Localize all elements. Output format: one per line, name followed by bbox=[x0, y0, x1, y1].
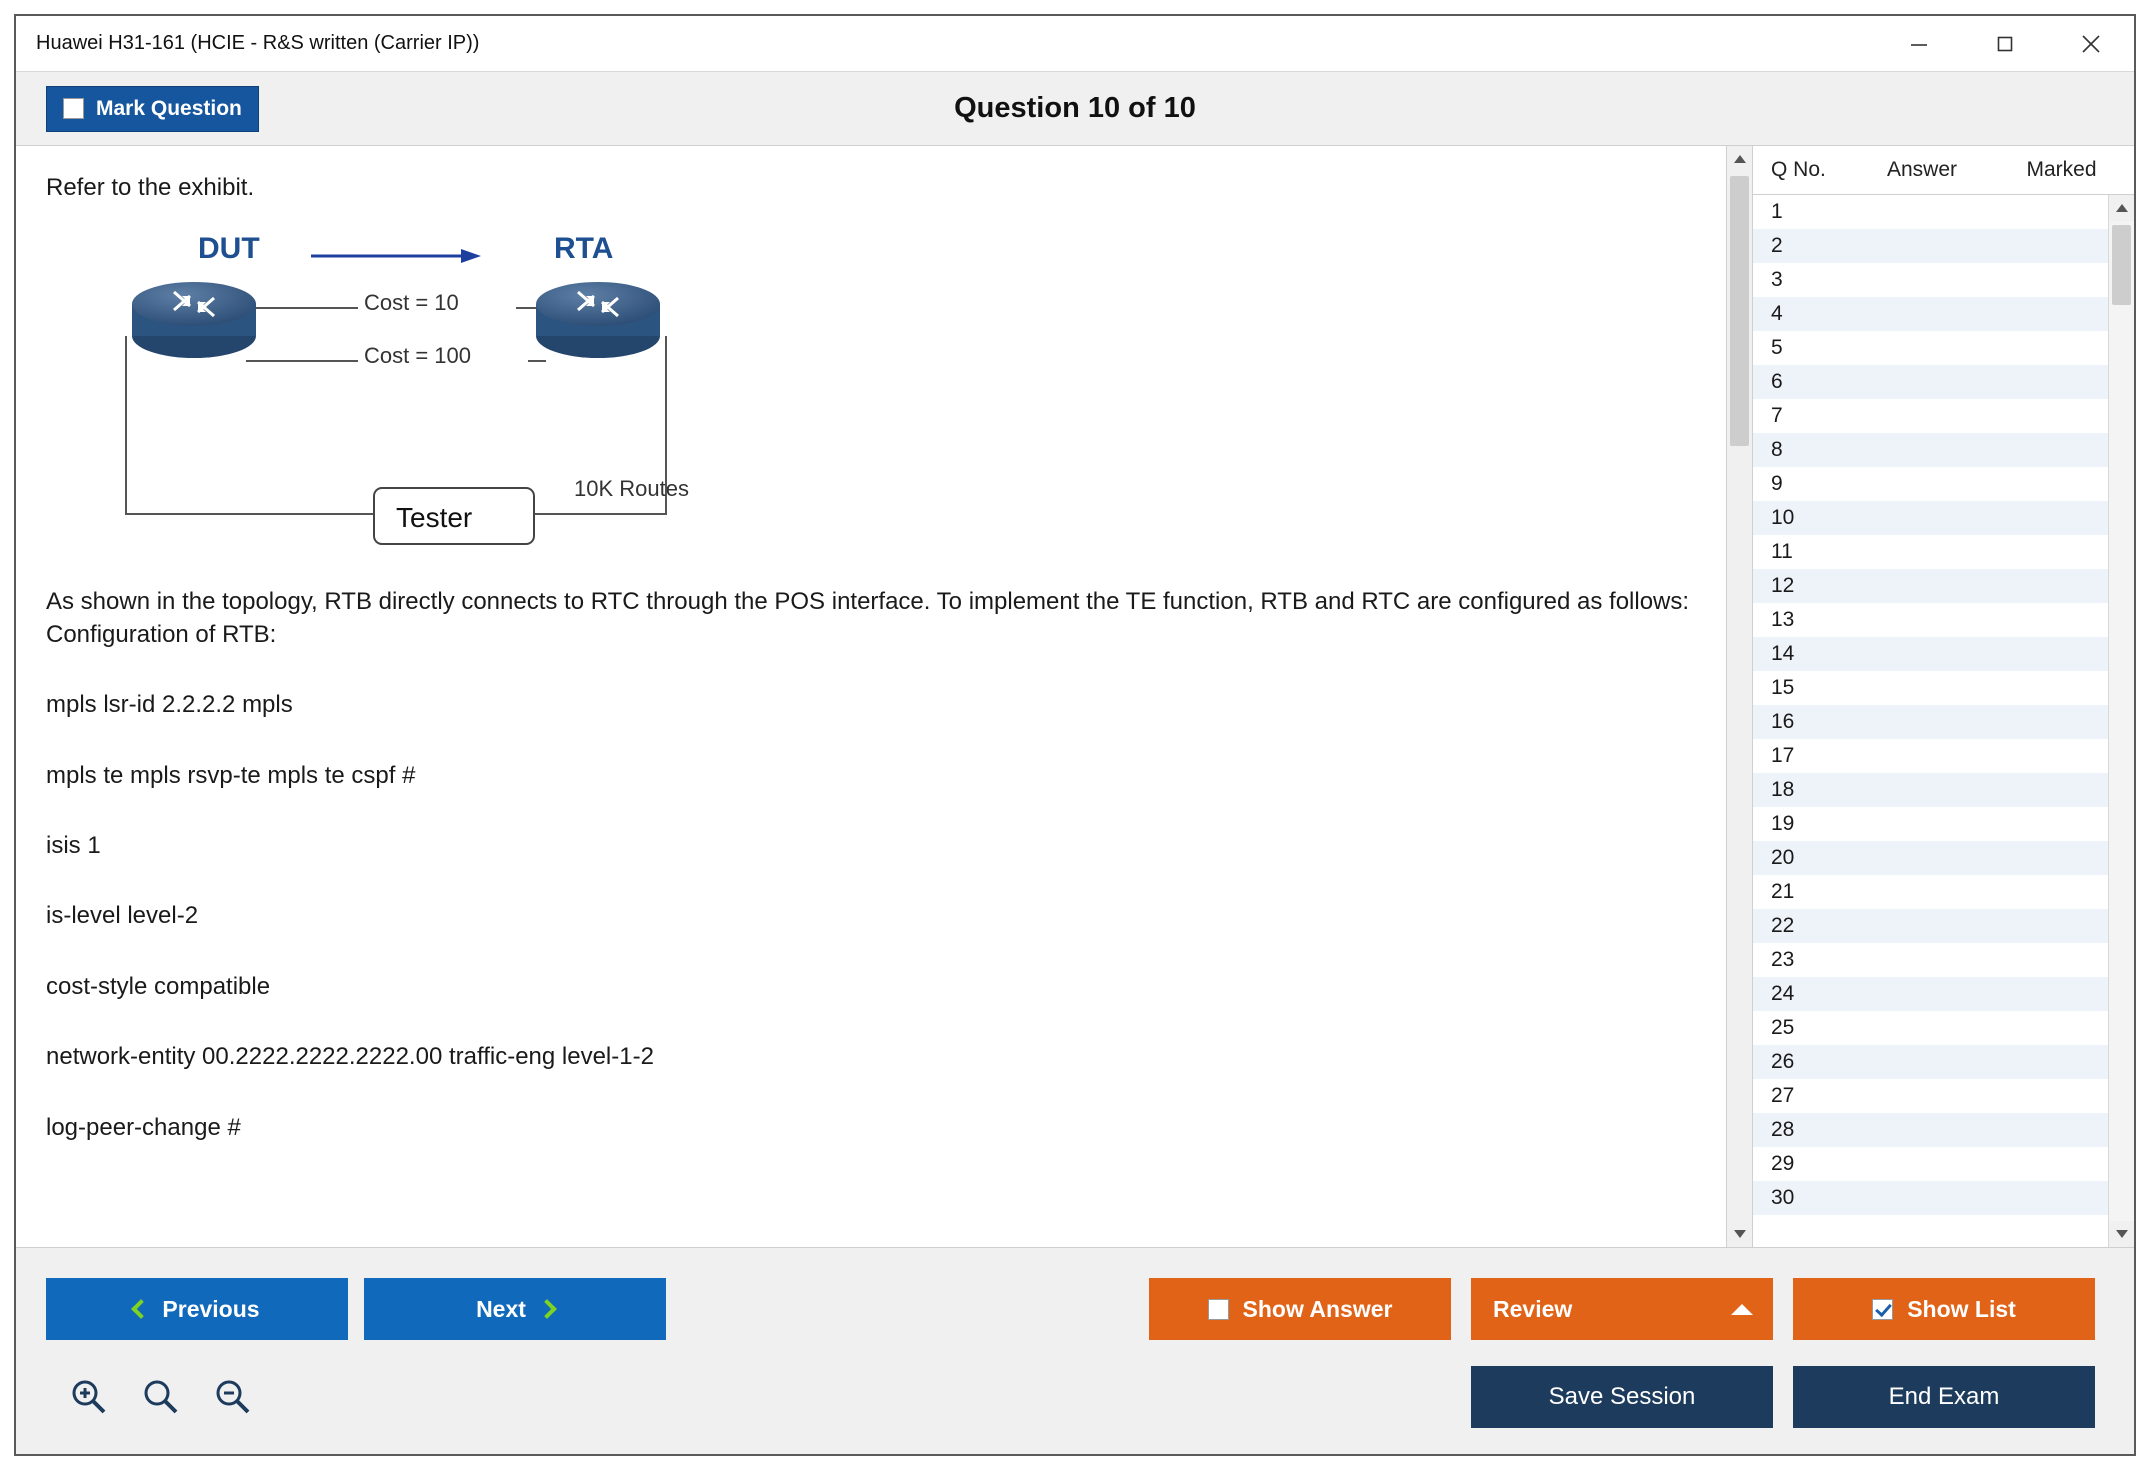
row-question-number: 21 bbox=[1771, 880, 1795, 903]
table-row[interactable] bbox=[1753, 535, 2108, 569]
table-row[interactable] bbox=[1753, 671, 2108, 705]
list-scroll-down-icon[interactable] bbox=[2109, 1221, 2134, 1247]
table-row[interactable] bbox=[1753, 1147, 2108, 1181]
zoom-in-icon[interactable] bbox=[68, 1376, 108, 1416]
column-header-qno: Q No. bbox=[1771, 158, 1826, 181]
row-question-number: 28 bbox=[1771, 1118, 1795, 1141]
table-row[interactable] bbox=[1753, 977, 2108, 1011]
question-list[interactable] bbox=[1753, 195, 2108, 1247]
table-row[interactable] bbox=[1753, 773, 2108, 807]
table-row[interactable] bbox=[1753, 467, 2108, 501]
question-list-header bbox=[1753, 146, 2134, 194]
row-question-number: 16 bbox=[1771, 710, 1795, 733]
list-scroll-up-icon[interactable] bbox=[2109, 195, 2134, 221]
row-question-number: 11 bbox=[1771, 540, 1793, 563]
table-row[interactable] bbox=[1753, 195, 2108, 229]
question-list-panel bbox=[1752, 146, 2134, 1247]
show-list-button[interactable] bbox=[1793, 1278, 2095, 1340]
row-question-number: 23 bbox=[1771, 948, 1795, 971]
svg-text:10K Routes: 10K Routes bbox=[574, 476, 689, 502]
question-paragraph-4: isis 1 bbox=[46, 831, 101, 859]
table-row[interactable] bbox=[1753, 399, 2108, 433]
question-content bbox=[16, 146, 1726, 1247]
list-scroll-thumb[interactable] bbox=[2112, 225, 2131, 305]
mark-question-button[interactable] bbox=[46, 86, 259, 132]
scroll-up-icon[interactable] bbox=[1727, 146, 1752, 172]
question-list-body bbox=[1753, 194, 2134, 1247]
chevron-right-icon bbox=[537, 1299, 557, 1319]
chevron-left-icon bbox=[132, 1299, 152, 1319]
table-row[interactable] bbox=[1753, 569, 2108, 603]
row-question-number: 29 bbox=[1771, 1152, 1795, 1175]
question-paragraph-8: log-peer-change # bbox=[46, 1113, 241, 1141]
row-question-number: 15 bbox=[1771, 676, 1795, 699]
table-row[interactable] bbox=[1753, 433, 2108, 467]
row-question-number: 6 bbox=[1771, 370, 1783, 393]
question-list-scrollbar[interactable] bbox=[2108, 195, 2134, 1247]
table-row[interactable] bbox=[1753, 807, 2108, 841]
scroll-down-icon[interactable] bbox=[1727, 1221, 1752, 1247]
question-paragraph-1: As shown in the topology, RTB directly connects to RTC through the POS interface. To implement the TE function, RTB and RTC are configured as follows: Configuration of RTB: bbox=[46, 588, 1690, 648]
row-question-number: 14 bbox=[1771, 642, 1795, 665]
row-question-number: 13 bbox=[1771, 608, 1795, 631]
minimize-icon[interactable] bbox=[1876, 16, 1962, 71]
table-row[interactable] bbox=[1753, 1113, 2108, 1147]
table-row[interactable] bbox=[1753, 1011, 2108, 1045]
show-answer-button[interactable] bbox=[1149, 1278, 1451, 1340]
row-question-number: 1 bbox=[1771, 200, 1783, 223]
show-answer-label: Show Answer bbox=[1242, 1295, 1393, 1322]
table-row[interactable] bbox=[1753, 501, 2108, 535]
row-question-number: 20 bbox=[1771, 846, 1795, 869]
next-button-label: Next bbox=[476, 1295, 526, 1322]
show-answer-checkbox[interactable] bbox=[1208, 1299, 1229, 1320]
footer-bar bbox=[16, 1248, 2134, 1454]
save-session-label: Save Session bbox=[1548, 1383, 1696, 1410]
row-question-number: 2 bbox=[1771, 234, 1783, 257]
review-button[interactable] bbox=[1471, 1278, 1773, 1340]
row-question-number: 18 bbox=[1771, 778, 1795, 801]
row-question-number: 25 bbox=[1771, 1016, 1795, 1039]
table-row[interactable] bbox=[1753, 1045, 2108, 1079]
row-question-number: 30 bbox=[1771, 1186, 1795, 1209]
column-header-answer: Answer bbox=[1886, 158, 1958, 181]
zoom-out-icon[interactable] bbox=[212, 1376, 252, 1416]
zoom-reset-icon[interactable] bbox=[140, 1376, 180, 1416]
row-question-number: 10 bbox=[1771, 506, 1795, 529]
column-header-marked: Marked bbox=[2026, 158, 2097, 181]
show-list-checkbox[interactable] bbox=[1872, 1299, 1893, 1320]
header-bar bbox=[16, 72, 2134, 146]
question-paragraph-2: mpls lsr-id 2.2.2.2 mpls bbox=[46, 691, 293, 719]
question-paragraph-3: mpls te mpls rsvp-te mpls te cspf # bbox=[46, 761, 416, 789]
show-list-label: Show List bbox=[1907, 1295, 2016, 1322]
save-session-button[interactable] bbox=[1471, 1366, 1773, 1428]
exhibit-image bbox=[106, 226, 806, 556]
table-row[interactable] bbox=[1753, 841, 2108, 875]
previous-button-label: Previous bbox=[162, 1295, 260, 1322]
row-question-number: 9 bbox=[1771, 472, 1783, 495]
question-paragraph-6: cost-style compatible bbox=[46, 972, 271, 1000]
close-icon[interactable] bbox=[2048, 16, 2134, 71]
table-row[interactable] bbox=[1753, 705, 2108, 739]
svg-text:DUT: DUT bbox=[198, 232, 260, 266]
zoom-tools bbox=[68, 1376, 252, 1416]
content-scrollbar[interactable] bbox=[1726, 146, 1752, 1247]
table-row[interactable] bbox=[1753, 603, 2108, 637]
question-paragraph-5: is-level level-2 bbox=[46, 902, 199, 930]
row-question-number: 4 bbox=[1771, 302, 1783, 325]
row-question-number: 8 bbox=[1771, 438, 1783, 461]
row-question-number: 5 bbox=[1771, 336, 1783, 359]
svg-text:RTA: RTA bbox=[554, 232, 614, 266]
row-question-number: 7 bbox=[1771, 404, 1783, 427]
table-row[interactable] bbox=[1753, 637, 2108, 671]
maximize-icon[interactable] bbox=[1962, 16, 2048, 71]
row-question-number: 26 bbox=[1771, 1050, 1795, 1073]
table-row[interactable] bbox=[1753, 909, 2108, 943]
table-row[interactable] bbox=[1753, 1079, 2108, 1113]
row-question-number: 22 bbox=[1771, 914, 1795, 937]
question-counter: Question 10 of 10 bbox=[954, 92, 1196, 124]
body-area bbox=[16, 146, 2134, 1248]
row-question-number: 3 bbox=[1771, 268, 1783, 291]
table-row[interactable] bbox=[1753, 297, 2108, 331]
question-paragraph-7: network-entity 00.2222.2222.2222.00 traffic-eng level-1-2 bbox=[46, 1043, 654, 1071]
content-scroll-thumb[interactable] bbox=[1730, 176, 1749, 446]
end-exam-button[interactable] bbox=[1793, 1366, 2095, 1428]
table-row[interactable] bbox=[1753, 365, 2108, 399]
window-controls bbox=[1876, 16, 2134, 71]
table-row[interactable] bbox=[1753, 739, 2108, 773]
next-button[interactable] bbox=[364, 1278, 666, 1340]
table-row[interactable] bbox=[1753, 875, 2108, 909]
table-row[interactable] bbox=[1753, 1181, 2108, 1215]
mark-question-checkbox[interactable] bbox=[63, 98, 84, 119]
row-question-number: 17 bbox=[1771, 744, 1795, 767]
end-exam-label: End Exam bbox=[1888, 1383, 2000, 1410]
table-row[interactable] bbox=[1753, 263, 2108, 297]
row-question-number: 12 bbox=[1771, 574, 1795, 597]
table-row[interactable] bbox=[1753, 229, 2108, 263]
intro-text: Refer to the exhibit. bbox=[46, 174, 255, 201]
review-label: Review bbox=[1493, 1295, 1573, 1322]
row-question-number: 27 bbox=[1771, 1084, 1795, 1107]
title-bar bbox=[16, 16, 2134, 72]
table-row[interactable] bbox=[1753, 331, 2108, 365]
exam-window bbox=[14, 14, 2136, 1456]
window-title: Huawei H31-161 (HCIE - R&S written (Carrier IP)) bbox=[36, 32, 480, 54]
caret-up-icon bbox=[1731, 1304, 1753, 1315]
row-question-number: 24 bbox=[1771, 982, 1795, 1005]
table-row[interactable] bbox=[1753, 943, 2108, 977]
svg-text:Cost = 100: Cost = 100 bbox=[364, 343, 472, 369]
svg-text:Tester: Tester bbox=[396, 502, 473, 534]
svg-text:Cost = 10: Cost = 10 bbox=[364, 290, 459, 316]
mark-question-label: Mark Question bbox=[96, 96, 242, 120]
row-question-number: 19 bbox=[1771, 812, 1795, 835]
previous-button[interactable] bbox=[46, 1278, 348, 1340]
